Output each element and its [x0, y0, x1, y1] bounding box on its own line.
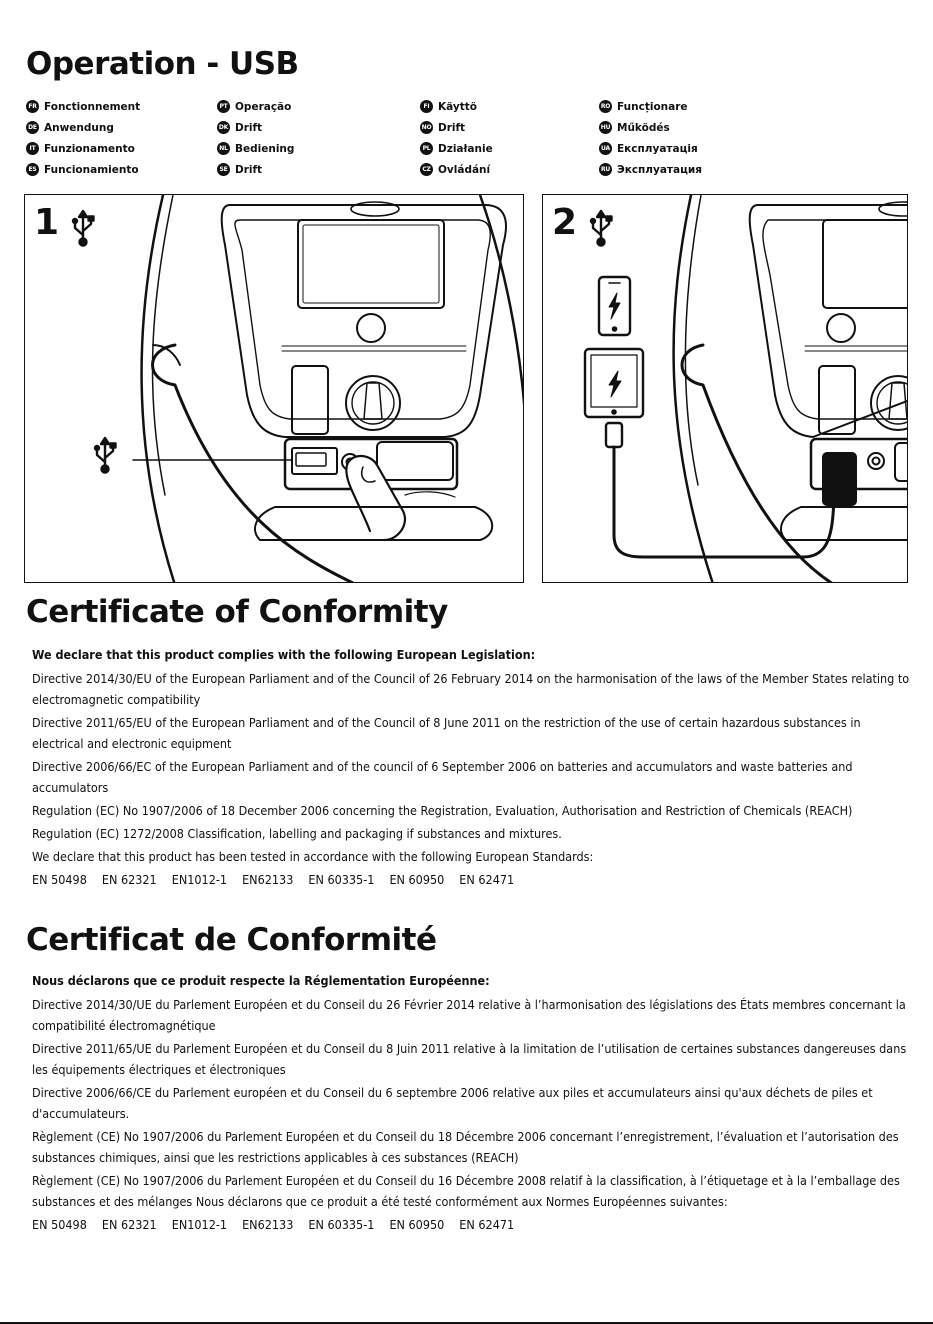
- cert-fr-title: Certificat de Conformité: [26, 922, 437, 958]
- language-badge: FI: [420, 100, 433, 113]
- language-item: [420, 117, 493, 138]
- device-illustration: [25, 195, 524, 583]
- cert-fr-standards: [32, 1214, 912, 1235]
- language-badge: RO: [599, 100, 612, 113]
- tablet-icon: [585, 349, 643, 417]
- language-item: [599, 159, 702, 180]
- language-item: [599, 138, 702, 159]
- usb-icon: [591, 211, 612, 246]
- cert-en-paragraph: Regulation (EC) 1272/2008 Classification, labelling and packaging if substances and mixtures.: [32, 826, 562, 841]
- step-1-panel: [24, 194, 524, 583]
- language-item: [599, 96, 702, 117]
- language-label: Funcționare: [617, 100, 688, 113]
- cert-en-standards: [32, 869, 912, 890]
- language-item: [26, 117, 140, 138]
- cert-fr-lead: Nous déclarons que ce produit respecte la Réglementation Européenne:: [32, 973, 490, 988]
- language-column: [217, 96, 294, 180]
- cert-en-paragraph: Directive 2011/65/EU of the European Parliament and of the Council of 8 June 2011 on the restriction of the use of certain hazardous substances in electrical and electronic equipment: [32, 715, 861, 751]
- page-title: Operation - USB: [26, 46, 299, 82]
- cert-en-lead: We declare that this product complies with the following European Legislation:: [32, 647, 536, 662]
- language-badge: RU: [599, 163, 612, 176]
- cert-en-body: [32, 644, 912, 892]
- language-item: [599, 117, 702, 138]
- language-badge: CZ: [420, 163, 433, 176]
- language-label: Drift: [438, 121, 466, 134]
- standard-code: EN 60335-1: [308, 1217, 375, 1232]
- language-label: Funzionamento: [44, 142, 135, 155]
- language-badge: PL: [420, 142, 433, 155]
- language-item: [217, 117, 294, 138]
- cert-fr-paragraph: Directive 2011/65/UE du Parlement Européen et du Conseil du 8 Juin 2011 relative à la limitation de l’utilisation de certaines substances dangereuses dans les équipements électriques et électroniques: [32, 1041, 907, 1077]
- standard-code: EN 50498: [32, 1217, 87, 1232]
- language-column: [26, 96, 140, 180]
- language-item: [26, 138, 140, 159]
- language-badge: FR: [26, 100, 39, 113]
- language-badge: UA: [599, 142, 612, 155]
- language-label: Működés: [617, 121, 670, 134]
- lightning-icon: [609, 371, 621, 397]
- language-item: [217, 159, 294, 180]
- language-badge: SE: [217, 163, 230, 176]
- cert-en-paragraph: Directive 2014/30/EU of the European Parliament and of the Council of 26 February 2014 on the harmonisation of the laws of the Member States relating to electromagnetic compatibility: [32, 671, 910, 707]
- language-item: [420, 96, 493, 117]
- language-column: [420, 96, 493, 180]
- language-item: [217, 138, 294, 159]
- step-number: 2: [552, 202, 578, 243]
- language-label: Drift: [235, 121, 263, 134]
- language-column: [599, 96, 702, 180]
- usb-icon: [73, 211, 94, 246]
- cert-fr-paragraph: Directive 2014/30/UE du Parlement Européen et du Conseil du 26 Février 2014 relative à l’harmonisation des législations des États membres concernant la compatibilité électromagnétique: [32, 997, 906, 1033]
- language-badge: DE: [26, 121, 39, 134]
- cert-fr-paragraph: Règlement (CE) No 1907/2006 du Parlement Européen et du Conseil du 16 Décembre 2008 relatif à la classification, à l’étiquetage et à la l’emballage des substances et des mélanges Nous déclarons que ce produit a été testé conformément aux Normes Européennes suivantes:: [32, 1173, 900, 1209]
- cert-en-title: Certificate of Conformity: [26, 594, 448, 630]
- standard-code: EN 50498: [32, 872, 87, 887]
- standard-code: EN1012-1: [171, 1217, 228, 1232]
- language-label: Drift: [235, 163, 263, 176]
- language-label: Operação: [235, 100, 292, 113]
- cert-en-paragraph: Regulation (EC) No 1907/2006 of 18 December 2006 concerning the Registration, Evaluation, Authorisation and Restriction of Chemicals (REACH): [32, 803, 853, 818]
- language-label: Експлуатація: [617, 142, 698, 155]
- language-badge: HU: [599, 121, 612, 134]
- language-badge: DK: [217, 121, 230, 134]
- step-number: 1: [34, 202, 60, 243]
- language-item: [420, 159, 493, 180]
- language-label: Funcionamiento: [44, 163, 139, 176]
- cert-fr-paragraph: Règlement (CE) No 1907/2006 du Parlement Européen et du Conseil du 18 Décembre 2006 concernant l’enregistrement, l’évaluation et l’autorisation des substances chimiques, ainsi que les restrictions applicables à ces substances (REACH): [32, 1129, 899, 1165]
- language-badge: NO: [420, 121, 433, 134]
- standard-code: EN62133: [242, 872, 294, 887]
- cert-fr-paragraph: Directive 2006/66/CE du Parlement européen et du Conseil du 6 septembre 2006 relative aux piles et accumulateurs ainsi qu'aux déchets de piles et d'accumulateurs.: [32, 1085, 873, 1121]
- standard-code: EN1012-1: [171, 872, 228, 887]
- cert-en-paragraph: Directive 2006/66/EC of the European Parliament and of the council of 6 September 2006 on batteries and accumulators and waste batteries and accumulators: [32, 759, 853, 795]
- standard-code: EN 62471: [459, 1217, 515, 1232]
- standard-code: EN 60335-1: [308, 872, 375, 887]
- language-item: [26, 159, 140, 180]
- language-label: Działanie: [438, 142, 493, 155]
- step-2-panel: [542, 194, 908, 583]
- standard-code: EN62133: [242, 1217, 294, 1232]
- phone-icon: [599, 277, 630, 335]
- lightning-icon: [609, 293, 620, 319]
- language-item: [217, 96, 294, 117]
- usb-icon: [95, 438, 116, 473]
- cert-fr-body: [32, 970, 912, 1237]
- device-illustration: [543, 195, 908, 583]
- language-label: Käyttö: [438, 100, 477, 113]
- standard-code: EN 60950: [389, 872, 445, 887]
- language-badge: NL: [217, 142, 230, 155]
- cert-en-paragraph: We declare that this product has been tested in accordance with the following European Standards:: [32, 849, 594, 864]
- language-label: Ovládání: [438, 163, 491, 176]
- language-item: [420, 138, 493, 159]
- standard-code: EN 62321: [101, 872, 157, 887]
- language-list: [26, 96, 906, 180]
- language-item: [26, 96, 140, 117]
- standard-code: EN 62471: [459, 872, 515, 887]
- language-badge: PT: [217, 100, 230, 113]
- standard-code: EN 62321: [101, 1217, 157, 1232]
- language-label: Anwendung: [44, 121, 114, 134]
- language-label: Fonctionnement: [44, 100, 141, 113]
- language-label: Эксплуатация: [617, 163, 702, 176]
- language-badge: ES: [26, 163, 39, 176]
- language-label: Bediening: [235, 142, 295, 155]
- standard-code: EN 60950: [389, 1217, 445, 1232]
- language-badge: IT: [26, 142, 39, 155]
